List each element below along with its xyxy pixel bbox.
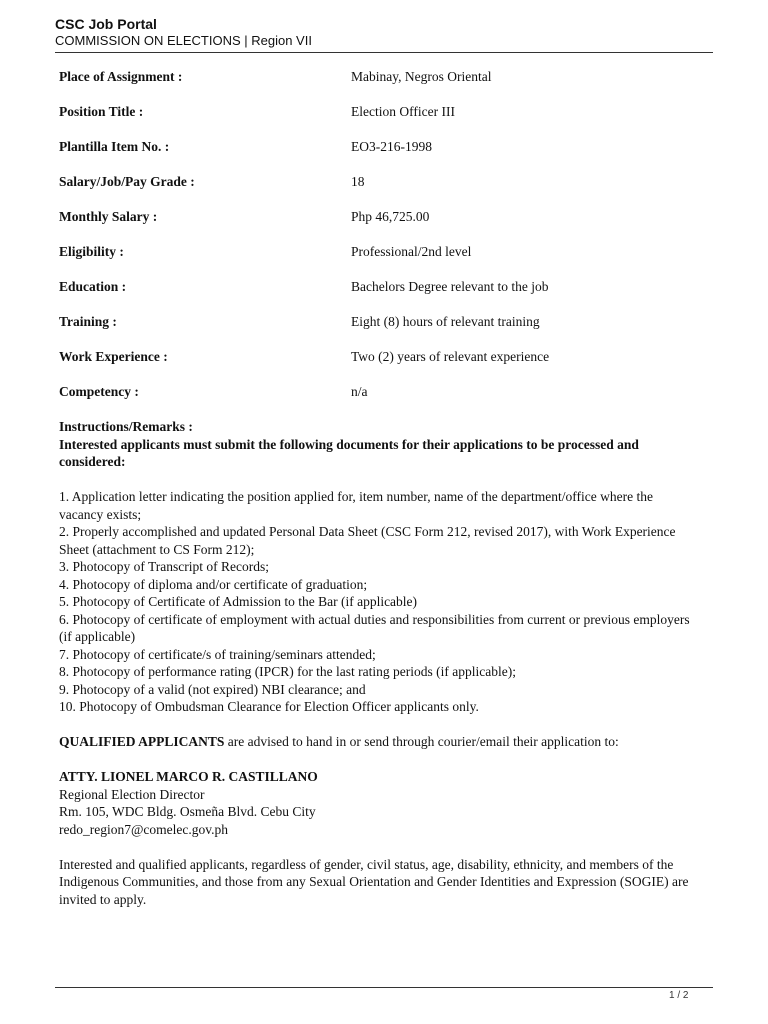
list-item: 4. Photocopy of diploma and/or certificate of graduation; xyxy=(59,576,368,592)
document-requirements-list xyxy=(59,488,699,716)
field-row xyxy=(59,277,699,312)
field-row xyxy=(59,382,699,417)
contact-title: Regional Election Director xyxy=(59,786,205,802)
contact-email: redo_region7@comelec.gov.ph xyxy=(59,821,229,837)
spacer xyxy=(59,751,699,769)
job-details xyxy=(59,67,699,417)
page-number: 1 / 2 xyxy=(669,990,689,1001)
field-value: Eight (8) hours of relevant training xyxy=(351,314,540,329)
instructions-section xyxy=(59,418,699,908)
field-label: Eligibility : xyxy=(59,244,124,259)
list-item: 3. Photocopy of Transcript of Records; xyxy=(59,559,269,574)
field-label: Work Experience : xyxy=(59,349,168,364)
field-value: EO3-216-1998 xyxy=(351,139,432,154)
field-value: n/a xyxy=(351,384,368,399)
field-label: Position Title : xyxy=(59,104,144,119)
field-label: Salary/Job/Pay Grade : xyxy=(59,174,195,189)
field-value: Two (2) years of relevant experience xyxy=(351,349,550,364)
field-row xyxy=(59,67,699,102)
contact-block xyxy=(59,768,699,838)
field-label: Education : xyxy=(59,279,127,294)
footer-divider xyxy=(55,987,713,988)
field-row xyxy=(59,102,699,137)
list-item: 10. Photocopy of Ombudsman Clearance for Election Officer applicants only. xyxy=(59,699,479,714)
portal-title: CSC Job Portal xyxy=(55,16,157,32)
field-label: Place of Assignment : xyxy=(59,69,183,84)
contact-address: Rm. 105, WDC Bldg. Osmeña Blvd. Cebu City xyxy=(59,804,316,819)
qualified-applicants-text: are advised to hand in or send through courier/email their application to: xyxy=(224,734,619,749)
agency-line: COMMISSION ON ELECTIONS | Region VII xyxy=(55,33,312,48)
field-row xyxy=(59,312,699,347)
field-label: Plantilla Item No. : xyxy=(59,139,170,154)
instructions-intro: Interested applicants must submit the following documents for their applications to be processed and considered: xyxy=(59,436,639,469)
field-row xyxy=(59,137,699,172)
spacer xyxy=(59,716,699,734)
list-item: 1. Application letter indicating the position applied for, item number, name of the department/office where the vacancy exists; xyxy=(59,489,653,522)
field-row xyxy=(59,172,699,207)
list-item: 8. Photocopy of performance rating (IPCR) for the last rating periods (if applicable); xyxy=(59,664,516,679)
field-value: Bachelors Degree relevant to the job xyxy=(351,279,549,294)
field-value: 18 xyxy=(351,174,365,189)
field-label: Competency : xyxy=(59,384,139,399)
list-item: 7. Photocopy of certificate/s of training/seminars attended; xyxy=(59,646,376,662)
header-divider xyxy=(55,52,713,53)
field-value: Php 46,725.00 xyxy=(351,209,430,224)
contact-name: ATTY. LIONEL MARCO R. CASTILLANO xyxy=(59,769,318,784)
qualified-applicants-note xyxy=(59,733,699,751)
spacer xyxy=(59,471,699,489)
document-header xyxy=(55,15,713,49)
field-row xyxy=(59,207,699,242)
list-item: 2. Properly accomplished and updated Personal Data Sheet (CSC Form 212, revised 2017), with Work Experience Sheet (attachment to CS Form 212); xyxy=(59,524,676,557)
field-value: Professional/2nd level xyxy=(351,244,472,259)
field-value: Election Officer III xyxy=(351,104,455,119)
instructions-heading: Instructions/Remarks : xyxy=(59,419,193,434)
spacer xyxy=(59,838,699,856)
field-row xyxy=(59,347,699,382)
field-value: Mabinay, Negros Oriental xyxy=(351,69,492,84)
equal-opportunity-statement: Interested and qualified applicants, regardless of gender, civil status, age, disability, ethnicity, and members of the Indigenous Communities, and those from any Sexual Orientation and Gender Identities and Expression (SOGIE) are invited to apply. xyxy=(59,856,689,907)
list-item: 9. Photocopy of a valid (not expired) NBI clearance; and xyxy=(59,681,366,697)
field-label: Monthly Salary : xyxy=(59,209,158,224)
qualified-applicants-label: QUALIFIED APPLICANTS xyxy=(59,734,225,749)
list-item: 5. Photocopy of Certificate of Admission to the Bar (if applicable) xyxy=(59,594,418,609)
field-label: Training : xyxy=(59,314,117,329)
field-row xyxy=(59,242,699,277)
list-item: 6. Photocopy of certificate of employment with actual duties and responsibilities from current or previous employers (if applicable) xyxy=(59,611,690,644)
